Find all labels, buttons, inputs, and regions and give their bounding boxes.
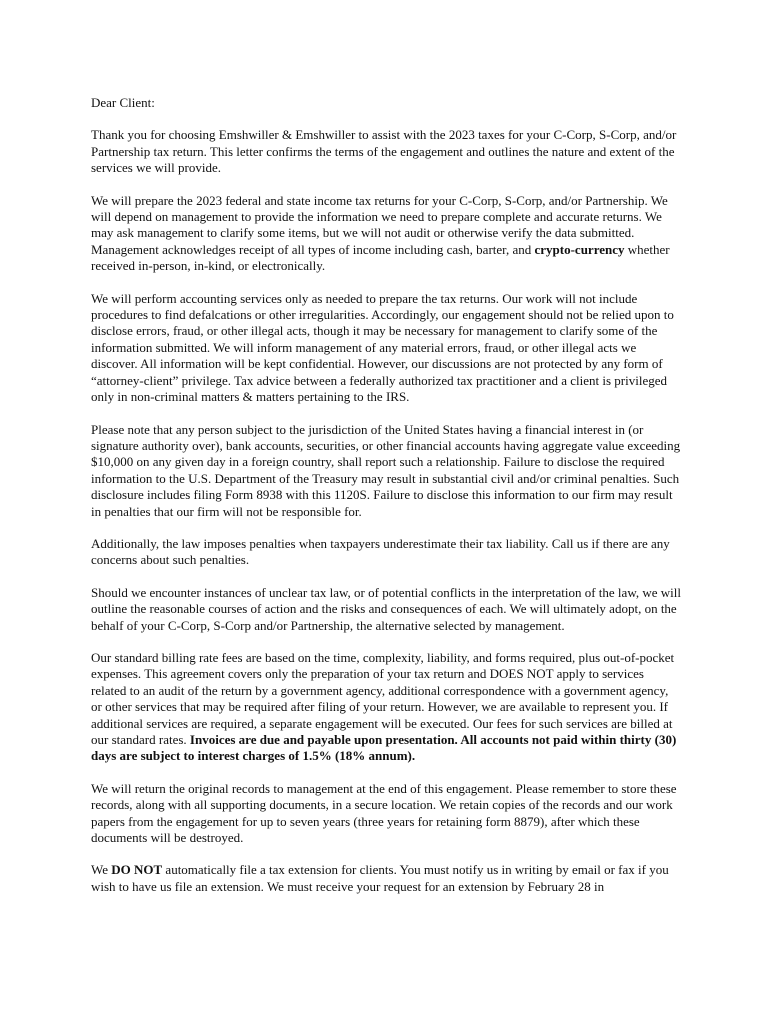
paragraph-accounting-services: We will perform accounting services only as needed to prepare the tax returns. Our work will not include procedures to find defalcations or other irregularities. Accordingly, our engagement should not be relied upon to disclose errors, fraud, or other illegal acts, though it may be necessary for management to clarify some of the information submitted. We will inform management of any material errors, fraud, or other illegal acts we discover. All information will be kept confidential. However, our discussions are not protected by any form of “attorney-client” privilege. Tax advice between a federally authorized tax practitioner and a client is privileged only in non-criminal matters & matters pertaining to the IRS. <box>91 290 674 405</box>
paragraph-extension-lead: We <box>91 862 112 878</box>
paragraph-billing <box>91 650 682 765</box>
greeting: Dear Client: <box>91 95 155 110</box>
paragraph-penalties: Additionally, the law imposes penalties when taxpayers underestimate their tax liability. Call us if there are any concerns about such penalties. <box>91 535 670 568</box>
do-not-emphasis: DO NOT <box>111 862 163 878</box>
paragraph-foreign-accounts: Please note that any person subject to the jurisdiction of the United States having a financial interest in (or signature authority over), bank accounts, securities, or other financial accounts having aggregate value exceeding $10,000 on any given day in a foreign country, shall report such a relationship. Failure to disclose the required information to the U.S. Department of the Treasury may result in substantial civil and/or criminal penalties. Such disclosure includes filing Form 8938 with this 1120S. Failure to disclose this information to our firm may result in penalties that our firm will not be responsible for. <box>91 421 681 519</box>
paragraph-returns-text: We will prepare the 2023 federal and state income tax returns for your C-Corp, S-Corp, and/or Partnership. We will depend on management to provide the information we need to prepare complete and accurate returns. We may ask management to clarify some items, but we will not audit or otherwise verify the data submitted. Management acknowledges receipt of all types of income including cash, barter, and <box>91 192 668 257</box>
paragraph-returns <box>91 193 682 275</box>
paragraph-extension <box>91 862 682 895</box>
paragraph-returns-tail: whether received in-person, in-kind, or electronically. <box>91 241 670 274</box>
paragraph-intro: Thank you for choosing Emshwiller & Emshwiller to assist with the 2023 taxes for your C-Corp, S-Corp, and/or Partnership tax return. This letter confirms the terms of the engagement and outlines the nature and extent of the services we will provide. <box>91 127 677 176</box>
paragraph-records: We will return the original records to management at the end of this engagement. Please remember to store these records, along with all supporting documents, in a secure location. We retain copies of the records and our work papers from the engagement for up to seven years (three years for retaining form 8879), after which these documents will be destroyed. <box>91 780 677 846</box>
invoice-terms-emphasis: Invoices are due and payable upon presentation. All accounts not paid within thirty (30) days are subject to interest charges of 1.5% (18% annum). <box>91 732 677 764</box>
paragraph-billing-text: Our standard billing rate fees are based on the time, complexity, liability, and forms required, plus out-of-pocket expenses. This agreement covers only the preparation of your tax return and DOES NOT apply to services related to an audit of the return by a government agency, additional correspondence with a government agency, or other services that may be required after filing of your return. However, we are available to represent you. If additional services are required, a separate engagement will be executed. Our fees for such services are billed at our standard rates. <box>91 649 675 747</box>
paragraph-unclear-tax-law: Should we encounter instances of unclear tax law, or of potential conflicts in the interpretation of the law, we will outline the reasonable courses of action and the risks and consequences of each. We will ultimately adopt, on the behalf of your C-Corp, S-Corp and/or Partnership, the alternative selected by management. <box>91 584 681 633</box>
paragraph-extension-text: automatically file a tax extension for clients. You must notify us in writing by email or fax if you wish to have us file an extension. We must receive your request for an extension by February 28 in <box>91 862 669 894</box>
crypto-currency-emphasis: crypto-currency <box>534 241 625 257</box>
